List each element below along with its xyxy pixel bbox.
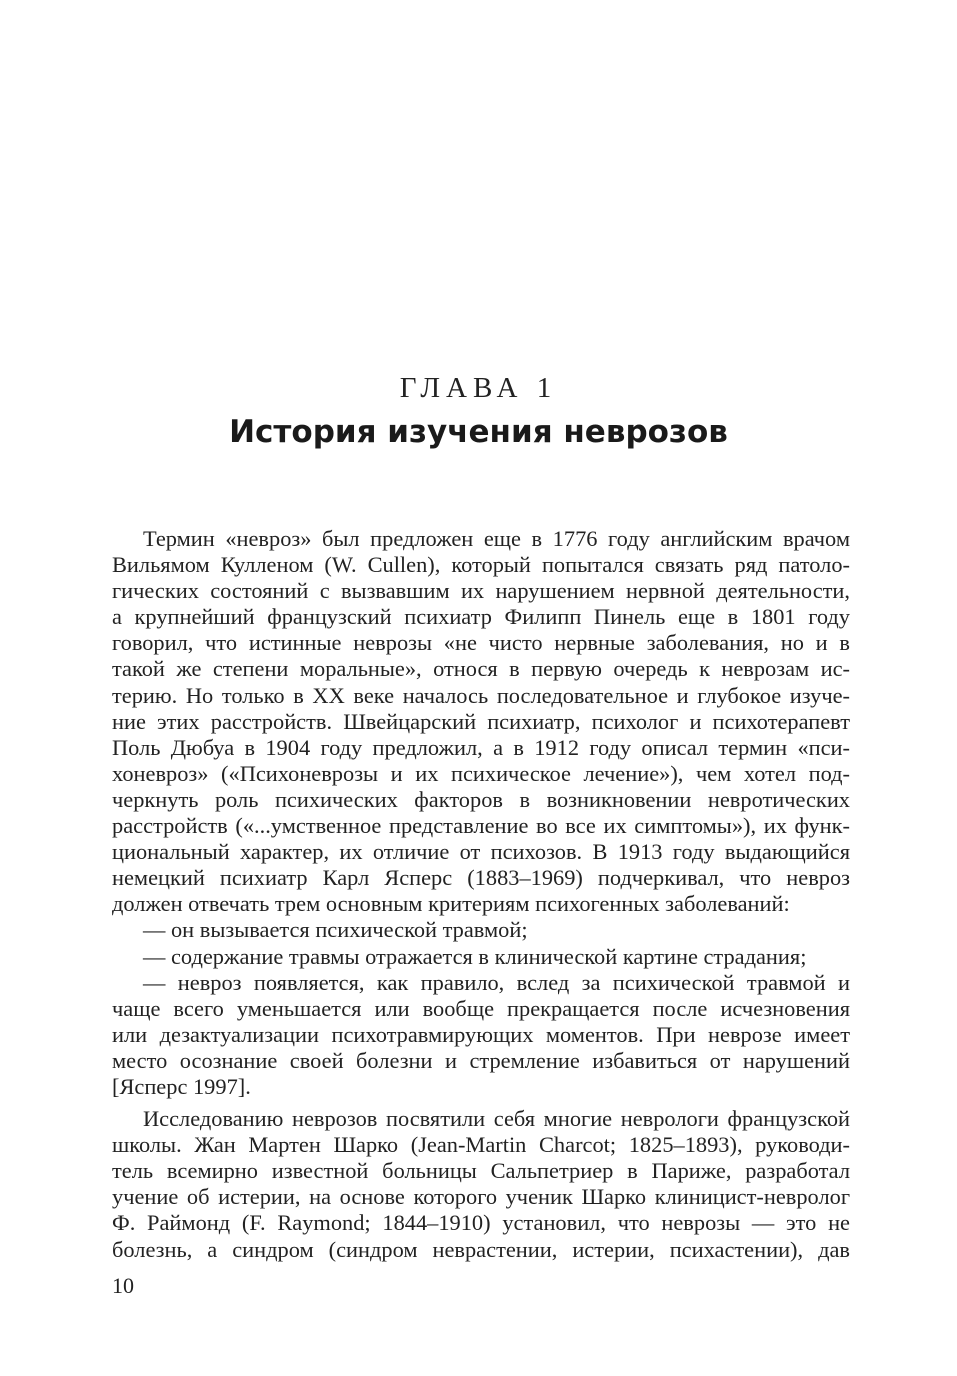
paragraph2-line: Исследованию неврозов посвятили себя многие неврологи французской [143,1106,850,1132]
paragraph1-line: черкнуть роль психических факторов в возникновении невротических [112,786,850,812]
chapter-label: ГЛАВА 1 [399,372,558,404]
paragraph1-line: говорил, что истинные неврозы «не чисто нервные заболевания, но и в [112,630,850,656]
paragraph1-line: гических состояний с вызвавшим их нарушением нервной деятельности, [112,578,850,604]
body-text [112,526,850,1263]
paragraph1-line: Термин «невроз» был предложен еще в 1776 году английским врачом [143,526,850,551]
paragraph1-line: расстройств («...умственное представление во все их симптомы»), их функ- [112,813,850,839]
criteria-item-3-line: — невроз появляется, как правило, вслед за психической травмой и [143,969,850,995]
criteria-item-1: — он вызывается психической травмой; [143,917,528,943]
chapter-title: История изучения неврозов [229,414,728,450]
paragraph1-line: должен отвечать трем основным критериям психогенных заболеваний: [112,891,790,917]
criteria-item-3-line: [Ясперс 1997]. [112,1073,251,1099]
paragraph2-line: Ф. Раймонд (F. Raymond; 1844–1910) установил, что неврозы — это не [112,1210,850,1236]
paragraph2-line: болезнь, а синдром (синдром неврастении, истерии, психастении), дав [112,1236,850,1262]
page-number: 10 [112,1273,134,1298]
paragraph2-line: тель всемирно известной больницы Сальпетриер в Париже, разработал [112,1158,850,1184]
paragraph1-line: немецкий психиатр Карл Ясперс (1883–1969) подчеркивал, что невроз [112,865,850,891]
criteria-item-2: — содержание травмы отражается в клинической картине страдания; [143,943,807,969]
paragraph1-line: терию. Но только в XX веке началось последовательное и глубокое изуче- [112,682,850,708]
paragraph1-line: такой же степени моральные», относя в первую очередь к неврозам ис- [112,656,850,682]
paragraph1-line: хоневроз» («Психоневрозы и их психическое лечение»), чем хотел под- [112,760,850,786]
paragraph2-line: школы. Жан Мартен Шарко (Jean-Martin Charcot; 1825–1893), руководи- [112,1132,850,1158]
paragraph1-line: а крупнейший французский психиатр Филипп Пинель еще в 1801 году [112,604,850,630]
criteria-item-3-line: чаще всего уменьшается или вообще прекращается после исчезновения [112,995,850,1021]
paragraph2-line: учение об истерии, на основе которого ученик Шарко клиницист-невролог [112,1184,850,1210]
criteria-item-3-line: или дезактуализации психотравмирующих моментов. При неврозе имеет [112,1021,850,1047]
paragraph1-line: ние этих расстройств. Швейцарский психиатр, психолог и психотерапевт [112,708,850,734]
paragraph1-line: циональный характер, их отличие от психозов. В 1913 году выдающийся [112,839,850,865]
paragraph1-line: Поль Дюбуа в 1904 году предложил, а в 1912 году описал термин «пси- [112,734,850,760]
criteria-item-3-line: место осознание своей болезни и стремление избавиться от нарушений [112,1047,850,1073]
paragraph1-line: Вильямом Кулленом (W. Cullen), который попытался связать ряд патоло- [112,552,850,578]
